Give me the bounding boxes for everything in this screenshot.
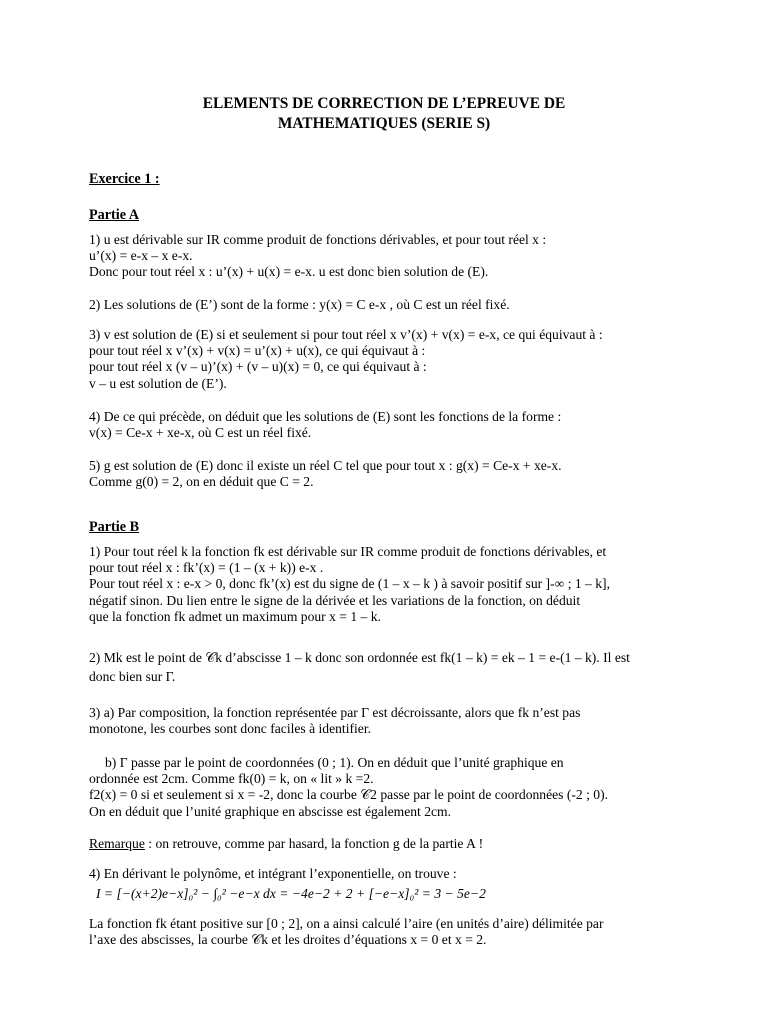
partie-b-question-3b: [89, 755, 689, 820]
formula-text: I = [−(x+2)e−x]₀² − ∫₀² −e−x dx = −4e−2 + 2 + [−e−x]₀² = 3 − 5e−2: [96, 886, 486, 901]
text-line: l’axe des abscisses, la courbe 𝒞k et les droites d’équations x = 0 et x = 2.: [89, 932, 487, 948]
text-line: pour tout réel x : fk’(x) = (1 – (x + k)) e-x .: [89, 560, 324, 576]
document-title: [60, 94, 708, 134]
text-line: La fonction fk étant positive sur [0 ; 2], on a ainsi calculé l’aire (en unités d’aire) délimitée par: [89, 916, 604, 931]
remark-text: : on retrouve, comme par hasard, la fonction g de la partie A !: [144, 836, 484, 851]
partie-a-question-5: [89, 458, 689, 490]
partie-a-heading: Partie A: [89, 207, 140, 223]
exercise-heading: Exercice 1 :: [89, 171, 160, 187]
text-line: f2(x) = 0 si et seulement si x = -2, donc la courbe 𝒞2 passe par le point de coordonnées (-2 ; 0).: [89, 787, 609, 803]
text-line: pour tout réel x v’(x) + v(x) = u’(x) + u(x), ce qui équivaut à :: [89, 343, 426, 359]
integral-formula: [96, 886, 696, 902]
text-line: On en déduit que l’unité graphique en abscisse est également 2cm.: [89, 803, 452, 819]
partie-b-heading: Partie B: [89, 519, 140, 535]
title-line-2: MATHEMATIQUES (SERIE S): [277, 115, 491, 132]
text-line: v – u est solution de (E’).: [89, 375, 227, 391]
text-line: b) Γ passe par le point de coordonnées (0 ; 1). On en déduit que l’unité graphique en: [105, 755, 564, 770]
partie-a-question-4: [89, 409, 689, 441]
text-line: 1) u est dérivable sur IR comme produit de fonctions dérivables, et pour tout réel x :: [89, 232, 547, 247]
text-line: u’(x) = e-x – x e-x.: [89, 248, 193, 264]
partie-b-question-2: [89, 650, 689, 685]
text-line: Comme g(0) = 2, on en déduit que C = 2.: [89, 474, 314, 490]
text-line: Donc pour tout réel x : u’(x) + u(x) = e-x. u est donc bien solution de (E).: [89, 264, 489, 280]
partie-b-question-1: [89, 544, 689, 625]
text-line: 1) Pour tout réel k la fonction fk est dérivable sur IR comme produit de fonctions dérivables, et: [89, 544, 607, 559]
partie-a-question-1: [89, 232, 689, 281]
partie-b-remark: [89, 836, 689, 852]
partie-a-question-2: [89, 297, 689, 313]
remark-label: Remarque: [89, 836, 145, 851]
text-line: 3) a) Par composition, la fonction représentée par Γ est décroissante, alors que fk n’est pas: [89, 705, 581, 720]
text-line: 4) De ce qui précède, on déduit que les solutions de (E) sont les fonctions de la forme :: [89, 409, 562, 424]
text-line: négatif sinon. Du lien entre le signe de la dérivée et les variations de la fonction, on déduit: [89, 592, 581, 608]
text-line: Pour tout réel x : e-x > 0, donc fk’(x) est du signe de (1 – x – k ) à savoir positif sur ]-∞ ; 1 – k],: [89, 576, 610, 592]
text-line: 3) v est solution de (E) si et seulement si pour tout réel x v’(x) + v(x) = e-x, ce qui équivaut à :: [89, 327, 603, 342]
partie-b-question-3a: [89, 705, 689, 737]
text-line: pour tout réel x (v – u)’(x) + (v – u)(x) = 0, ce qui équivaut à :: [89, 359, 427, 375]
text-line: monotone, les courbes sont donc faciles à identifier.: [89, 721, 371, 737]
text-line: 2) Mk est le point de 𝒞k d’abscisse 1 – k donc son ordonnée est fk(1 – k) = ek – 1 = e-(1 – k). Il est: [89, 650, 630, 665]
text-line: 2) Les solutions de (E’) sont de la forme : y(x) = C e-x , où C est un réel fixé.: [89, 297, 510, 312]
text-line: donc bien sur Γ.: [89, 669, 176, 685]
text-line: 5) g est solution de (E) donc il existe un réel C tel que pour tout x : g(x) = Ce-x + xe-x.: [89, 458, 562, 473]
text-line: v(x) = Ce-x + xe-x, où C est un réel fixé.: [89, 425, 312, 441]
partie-b-question-4-conclusion: [89, 916, 689, 948]
title-line-1: ELEMENTS DE CORRECTION DE L’EPREUVE DE: [202, 95, 566, 112]
text-line: [89, 836, 689, 852]
text-line: ordonnée est 2cm. Comme fk(0) = k, on « lit » k =2.: [89, 771, 374, 787]
text-line: 4) En dérivant le polynôme, et intégrant l’exponentielle, on trouve :: [89, 866, 457, 881]
partie-a-question-3: [89, 327, 689, 392]
partie-b-question-4-intro: [89, 866, 689, 882]
text-line: que la fonction fk admet un maximum pour x = 1 – k.: [89, 608, 381, 624]
